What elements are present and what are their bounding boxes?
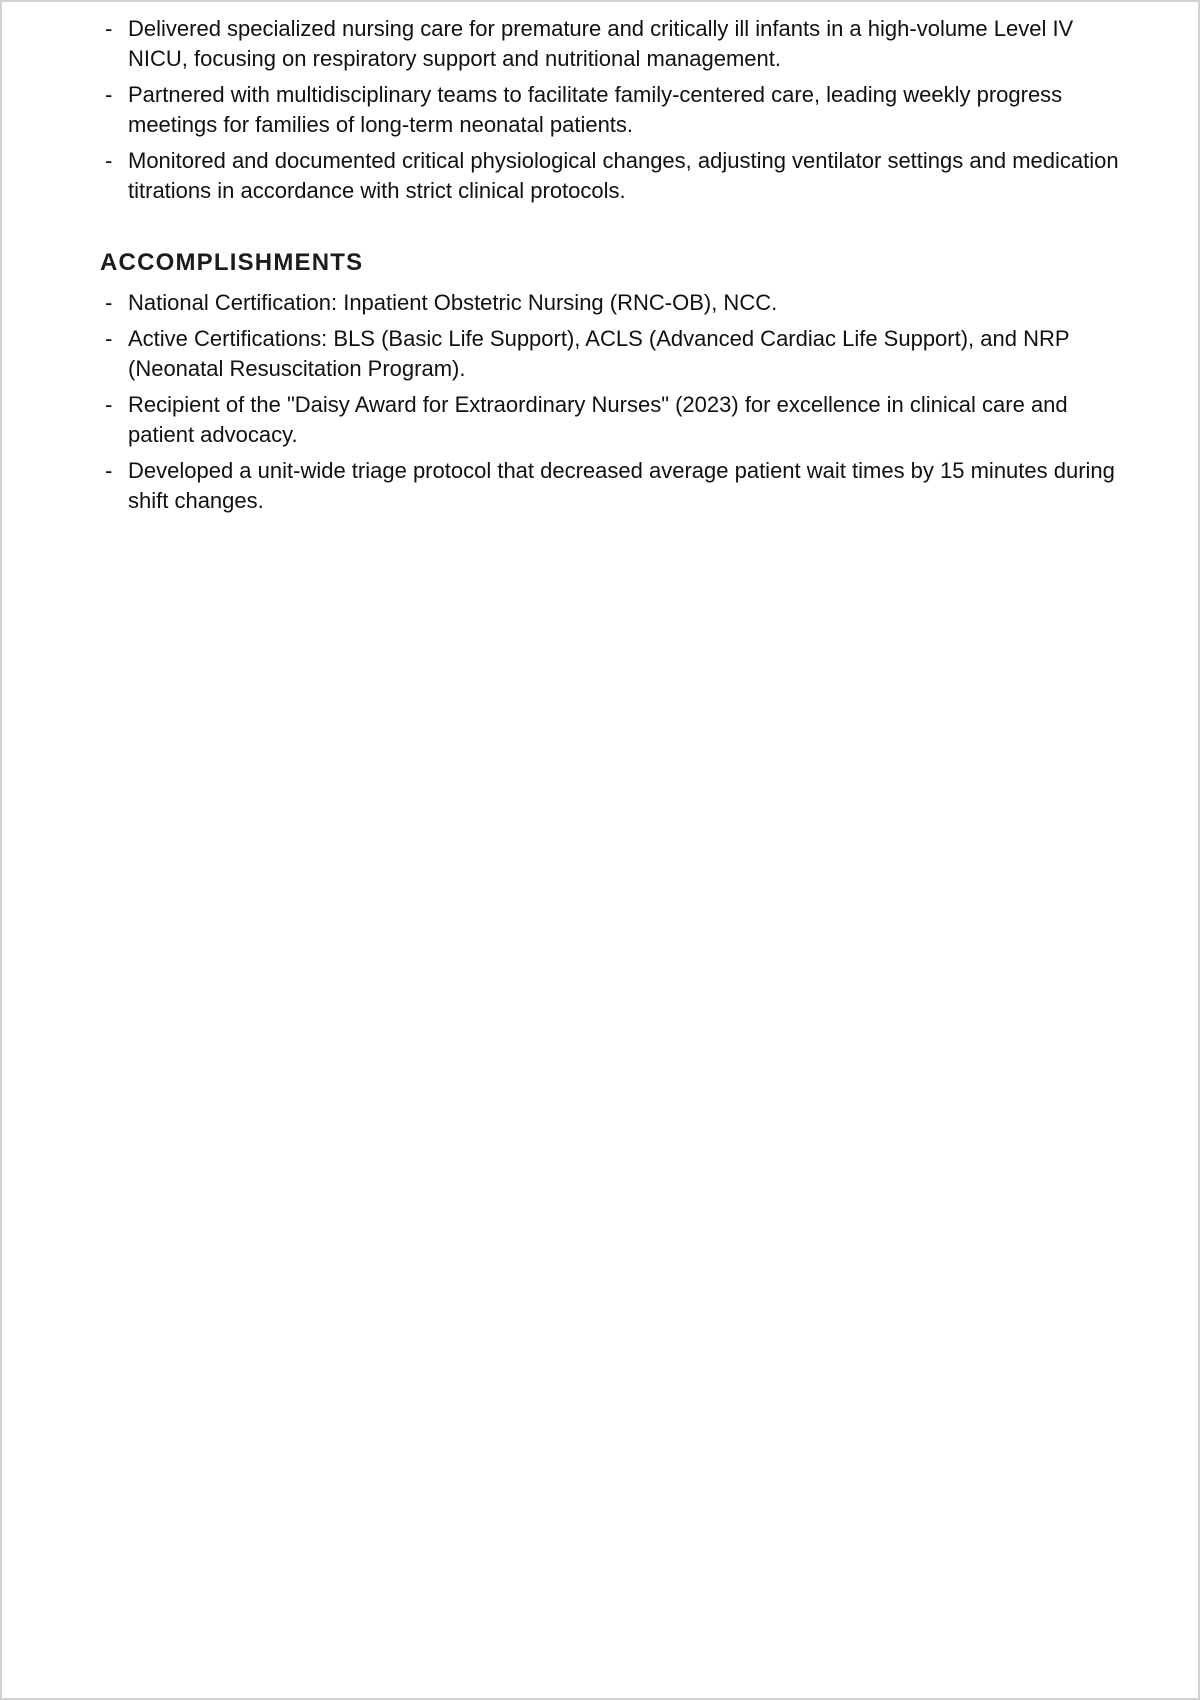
accomplishments-bullet-list [100, 288, 1130, 516]
bullet-dash: - [105, 16, 113, 41]
experience-bullet-list [100, 14, 1130, 206]
bullet-text: Developed a unit-wide triage protocol that decreased average patient wait times by 15 minutes during shift changes. [128, 458, 1115, 513]
bullet-text: Active Certifications: BLS (Basic Life Support), ACLS (Advanced Cardiac Life Support), and NRP (Neonatal Resuscitation Program). [128, 326, 1070, 381]
bullet-dash: - [105, 458, 113, 483]
bullet-dash: - [105, 82, 113, 107]
page-content [100, 14, 1130, 522]
list-item [100, 456, 1130, 516]
bullet-dash: - [105, 326, 113, 351]
bullet-dash: - [105, 148, 113, 173]
bullet-text: National Certification: Inpatient Obstetric Nursing (RNC-OB), NCC. [128, 290, 778, 315]
accomplishments-heading: ACCOMPLISHMENTS [100, 249, 364, 276]
bullet-text: Delivered specialized nursing care for premature and critically ill infants in a high-volume Level IV NICU, focusing on respiratory support and nutritional management. [128, 16, 1074, 71]
bullet-text: Monitored and documented critical physiological changes, adjusting ventilator settings and medication titrations in accordance with strict clinical protocols. [128, 148, 1119, 203]
list-item [100, 288, 1130, 318]
list-item [100, 390, 1130, 450]
bullet-text: Recipient of the "Daisy Award for Extraordinary Nurses" (2023) for excellence in clinical care and patient advocacy. [128, 392, 1068, 447]
bullet-text: Partnered with multidisciplinary teams to facilitate family-centered care, leading weekly progress meetings for families of long-term neonatal patients. [128, 82, 1063, 137]
list-item [100, 146, 1130, 206]
bullet-dash: - [105, 392, 113, 417]
bullet-dash: - [105, 290, 113, 315]
list-item [100, 324, 1130, 384]
list-item [100, 80, 1130, 140]
list-item [100, 14, 1130, 74]
